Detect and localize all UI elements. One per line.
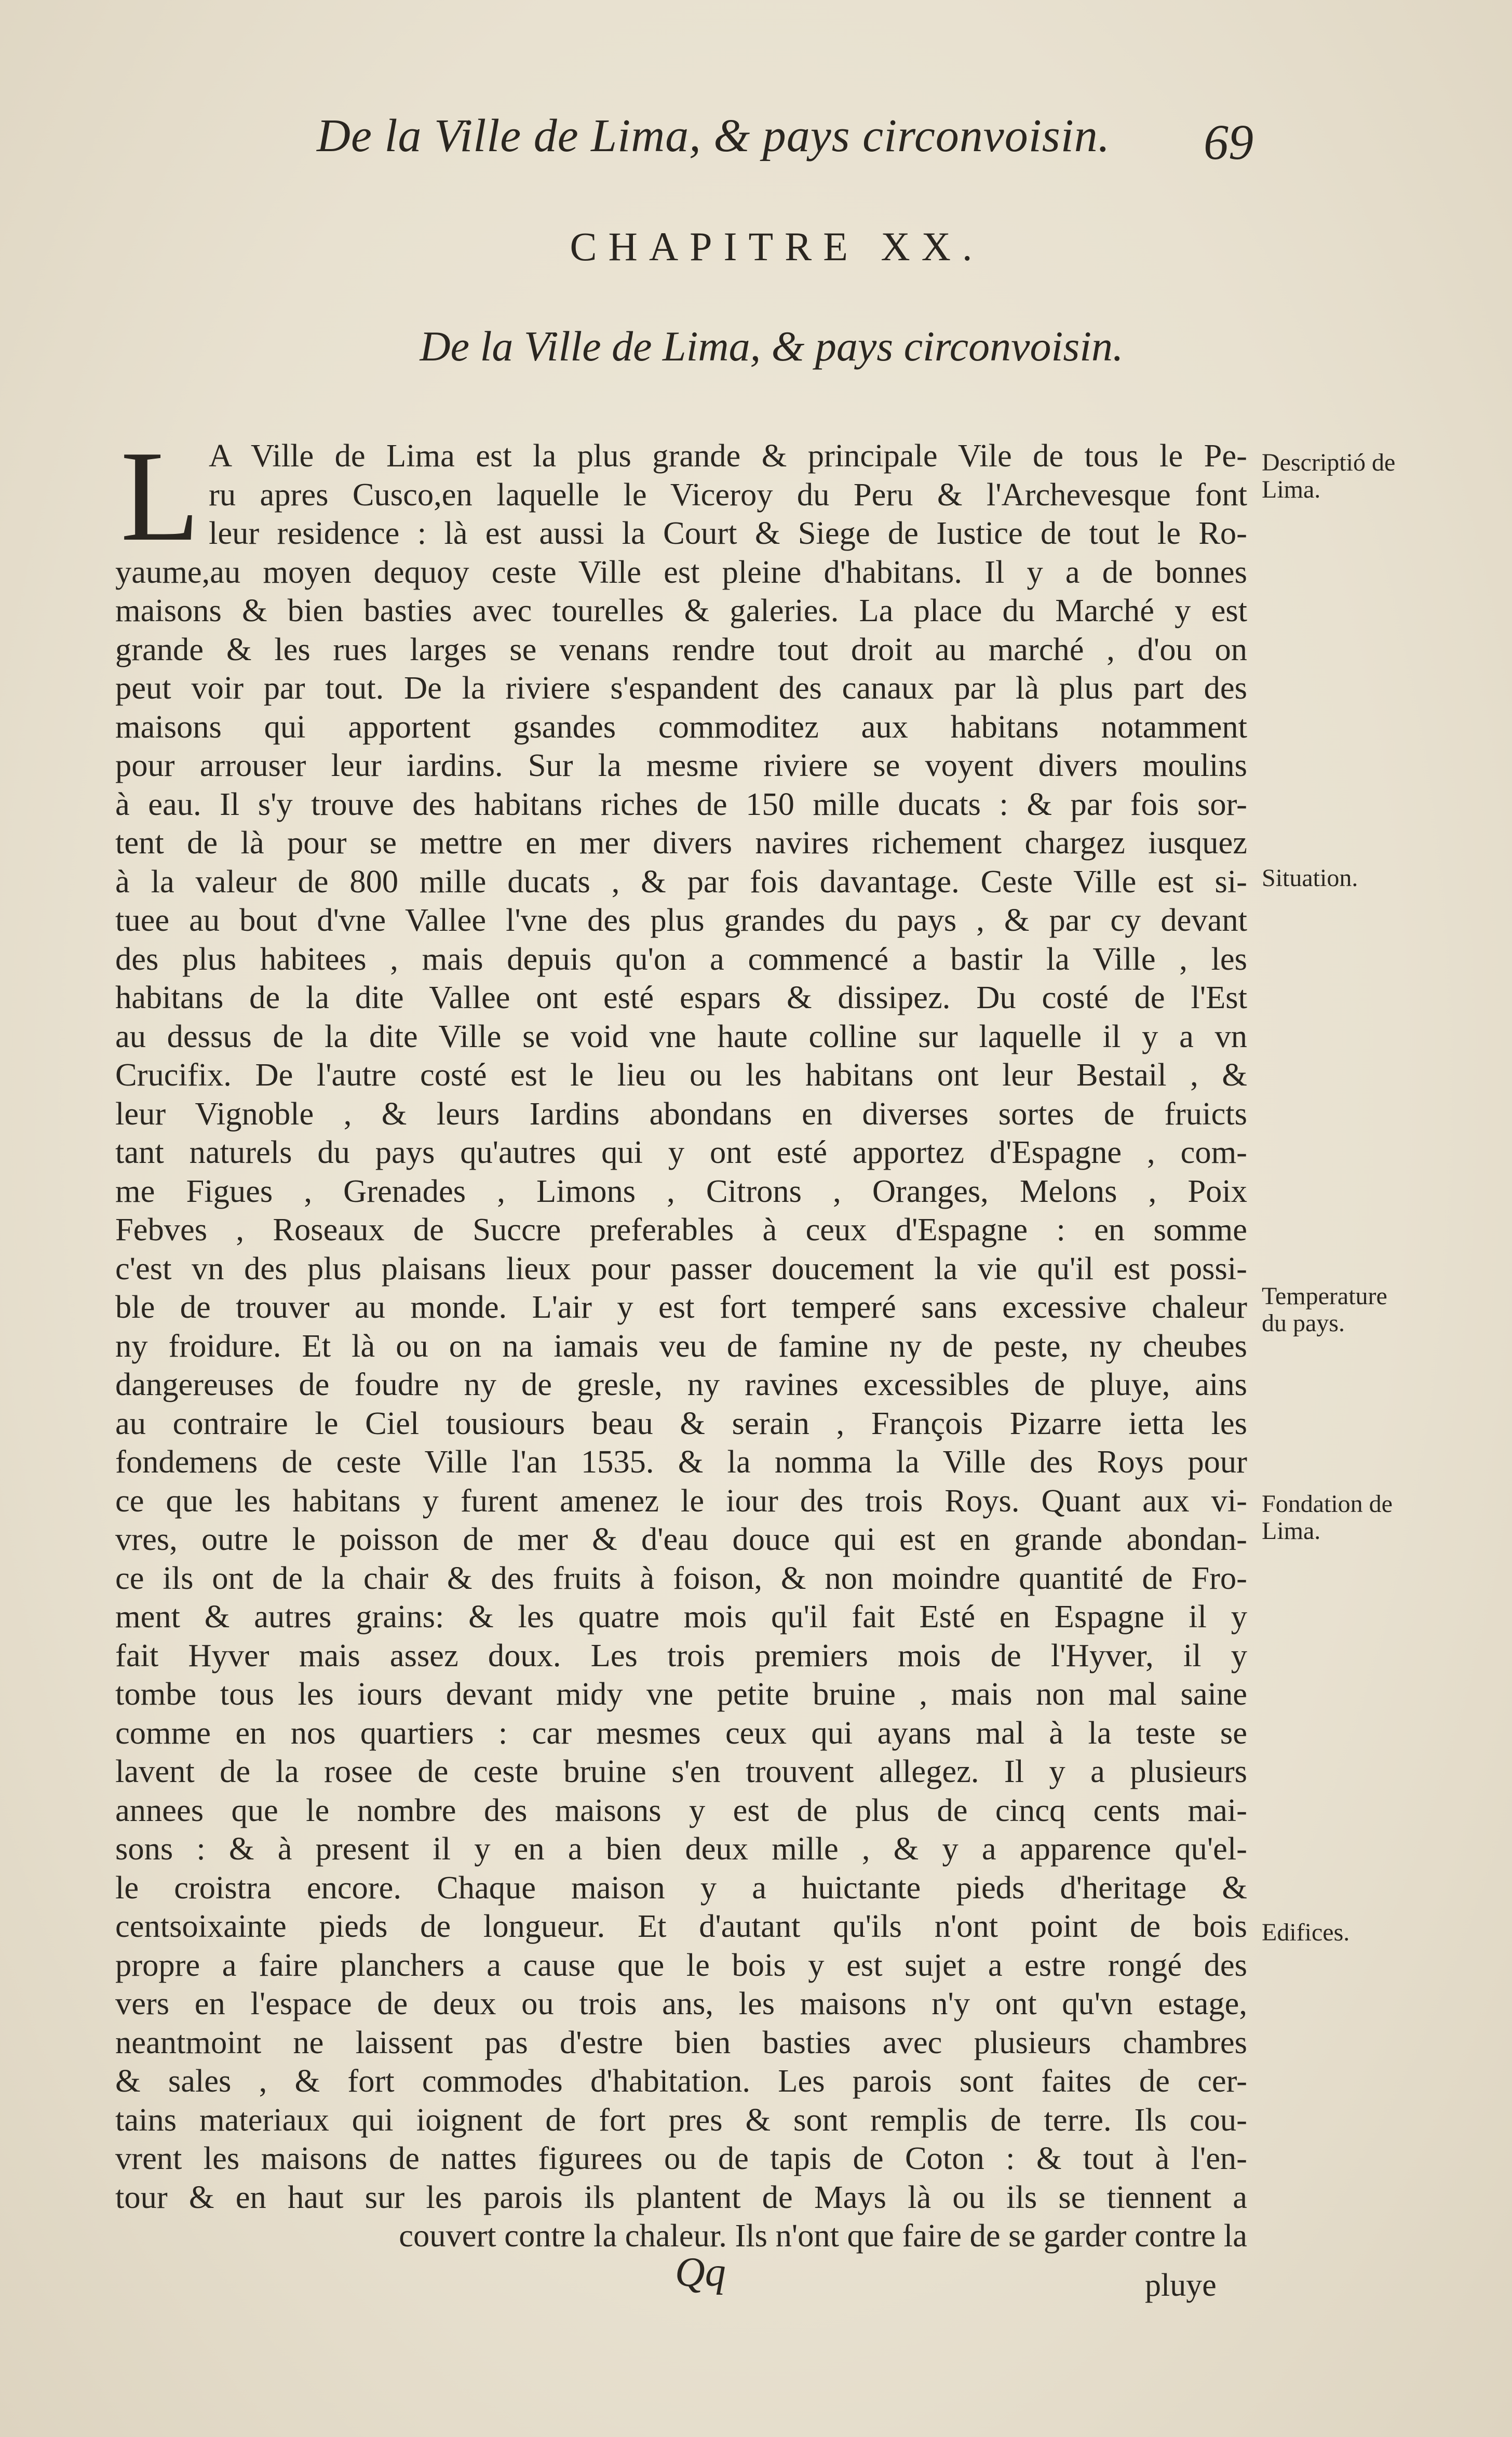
running-head: De la Ville de Lima, & pays circonvoisin. bbox=[317, 110, 1111, 162]
chapter-subtitle: De la Ville de Lima, & pays circonvoisin. bbox=[420, 323, 1124, 370]
text-line: tour & en haut sur les parois ils plantent de Mays là ou ils se tiennent a bbox=[115, 2178, 1247, 2215]
text-line: c'est vn des plus plaisans lieux pour passer doucement la vie qu'il est possi- bbox=[115, 1250, 1247, 1287]
text-line: Febves , Roseaux de Succre preferables à ceux d'Espagne : en somme bbox=[115, 1211, 1247, 1248]
text-line: maisons & bien basties avec tourelles & galeries. La place du Marché y est bbox=[115, 592, 1247, 628]
catchword: pluye bbox=[1145, 2268, 1217, 2303]
margin-note-situation: Situation. bbox=[1262, 864, 1358, 892]
text-line: tuee au bout d'vne Vallee l'vne des plus grandes du pays , & par cy devant bbox=[115, 902, 1247, 938]
text-line: tombe tous les iours devant midy vne petite bruine , mais non mal saine bbox=[115, 1676, 1247, 1712]
text-line: au dessus de la dite Ville se void vne haute colline sur laquelle il y a vn bbox=[115, 1017, 1247, 1054]
body-text bbox=[115, 424, 1247, 2255]
text-line: lavent de la rosee de ceste bruine s'en trouvent allegez. Il y a plusieurs bbox=[115, 1753, 1247, 1789]
page-number: 69 bbox=[1204, 114, 1253, 170]
text-line: ny froidure. Et là ou on na iamais veu de famine ny de peste, ny cheubes bbox=[115, 1327, 1247, 1364]
text-line: neantmoint ne laissent pas d'estre bien basties avec plusieurs chambres bbox=[115, 2024, 1247, 2060]
text-line: peut voir par tout. De la riviere s'espandent des canaux par là plus part des bbox=[115, 669, 1247, 706]
drop-capital: L bbox=[120, 424, 200, 568]
text-line: couvert contre la chaleur. Ils n'ont que faire de se garder contre la bbox=[399, 2217, 1247, 2254]
text-line: maisons qui apportent gsandes commoditez aux habitans notamment bbox=[115, 708, 1247, 745]
text-line: vrent les maisons de nattes figurees ou de tapis de Coton : & tout à l'en- bbox=[115, 2140, 1247, 2176]
text-line: ru apres Cusco,en laquelle le Viceroy du Peru & l'Archevesque font bbox=[209, 476, 1247, 513]
text-line: ble de trouver au monde. L'air y est fort temperé sans excessive chaleur bbox=[115, 1289, 1247, 1325]
text-line: le croistra encore. Chaque maison y a huictante pieds d'heritage & bbox=[115, 1869, 1247, 1906]
text-line: fondemens de ceste Ville l'an 1535. & la nomma la Ville des Roys pour bbox=[115, 1443, 1247, 1480]
text-line: me Figues , Grenades , Limons , Citrons , Oranges, Melons , Poix bbox=[115, 1172, 1247, 1209]
margin-note-buildings: Edifices. bbox=[1262, 1919, 1350, 1946]
text-line: tent de là pour se mettre en mer divers navires richement chargez iusquez bbox=[115, 824, 1247, 861]
text-line: habitans de la dite Vallee ont esté espars & dissipez. Du costé de l'Est bbox=[115, 979, 1247, 1015]
text-line: Crucifix. De l'autre costé est le lieu ou les habitans ont leur Bestail , & bbox=[115, 1056, 1247, 1093]
text-line: leur Vignoble , & leurs Iardins abondans en diverses sortes de fruicts bbox=[115, 1095, 1247, 1132]
text-line: A Ville de Lima est la plus grande & principale Vile de tous le Pe- bbox=[209, 437, 1247, 474]
text-line: leur residence : là est aussi la Court & Siege de Iustice de tout le Ro- bbox=[209, 515, 1247, 551]
margin-note-temperature: Temperature du pays. bbox=[1262, 1282, 1387, 1337]
text-line: ce ils ont de la chair & des fruits à foison, & non moindre quantité de Fro- bbox=[115, 1559, 1247, 1596]
text-line: sons : & à present il y en a bien deux mille , & y a apparence qu'el- bbox=[115, 1830, 1247, 1867]
text-line: ment & autres grains: & les quatre mois qu'il fait Esté en Espagne il y bbox=[115, 1598, 1247, 1635]
text-line: comme en nos quartiers : car mesmes ceux qui ayans mal à la teste se bbox=[115, 1714, 1247, 1751]
text-line: tains materiaux qui ioignent de fort pres & sont remplis de terre. Ils cou- bbox=[115, 2101, 1247, 2138]
text-line: grande & les rues larges se venans rendre tout droit au marché , d'ou on bbox=[115, 631, 1247, 667]
text-line: à la valeur de 800 mille ducats , & par fois davantage. Ceste Ville est si- bbox=[115, 863, 1247, 900]
text-line: centsoixainte pieds de longueur. Et d'autant qu'ils n'ont point de bois bbox=[115, 1908, 1247, 1944]
text-line: à eau. Il s'y trouve des habitans riches de 150 mille ducats : & par fois sor- bbox=[115, 785, 1247, 822]
margin-note-foundation: Fondation de Lima. bbox=[1262, 1490, 1393, 1545]
text-line: pour arrouser leur iardins. Sur la mesme riviere se voyent divers moulins bbox=[115, 747, 1247, 783]
signature-mark: Qq bbox=[675, 2249, 726, 2295]
text-line: ce que les habitans y furent amenez le iour des trois Roys. Quant aux vi- bbox=[115, 1482, 1247, 1519]
text-line: des plus habitees , mais depuis qu'on a commencé a bastir la Ville , les bbox=[115, 940, 1247, 977]
margin-note-description: Descriptió de Lima. bbox=[1262, 449, 1396, 503]
text-line: tant naturels du pays qu'autres qui y ont esté apportez d'Espagne , com- bbox=[115, 1134, 1247, 1170]
text-line: au contraire le Ciel tousiours beau & serain , François Pizarre ietta les bbox=[115, 1404, 1247, 1441]
text-line: yaume,au moyen dequoy ceste Ville est pleine d'habitans. Il y a de bonnes bbox=[115, 553, 1247, 590]
text-line: propre a faire planchers a cause que le bois y est sujet a estre rongé des bbox=[115, 1946, 1247, 1983]
text-line: & sales , & fort commodes d'habitation. Les parois sont faites de cer- bbox=[115, 2063, 1247, 2099]
text-line: dangereuses de foudre ny de gresle, ny ravines excessibles de pluye, ains bbox=[115, 1366, 1247, 1402]
text-line: vers en l'espace de deux ou trois ans, les maisons n'y ont qu'vn estage, bbox=[115, 1985, 1247, 2021]
text-line: vres, outre le poisson de mer & d'eau douce qui est en grande abondan- bbox=[115, 1521, 1247, 1557]
text-line: fait Hyver mais assez doux. Les trois premiers mois de l'Hyver, il y bbox=[115, 1637, 1247, 1673]
text-line: annees que le nombre des maisons y est de plus de cincq cents mai- bbox=[115, 1791, 1247, 1828]
chapter-title: CHAPITRE XX. bbox=[570, 224, 984, 269]
